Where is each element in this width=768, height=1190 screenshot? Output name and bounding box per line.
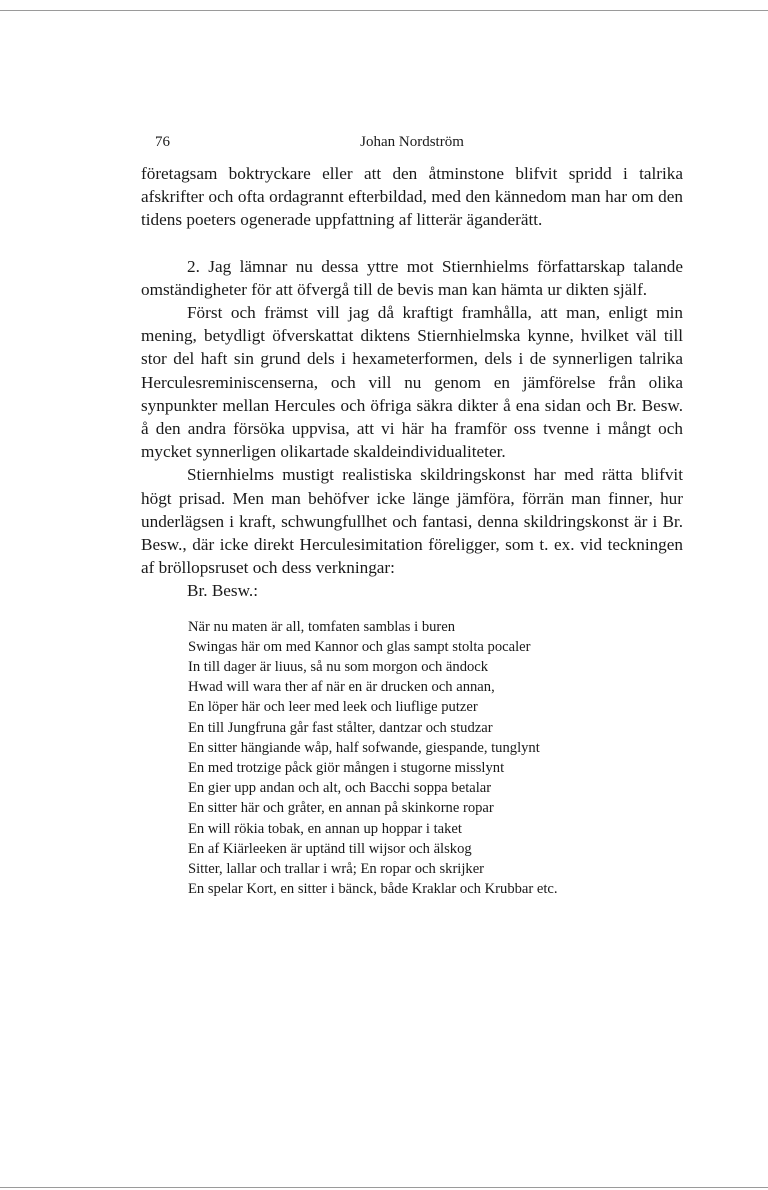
poem-line: En till Jungfruna går fast stålter, dantzar och studzar — [188, 719, 493, 736]
poem-line: Hwad will wara ther af när en är drucken och annan, — [188, 679, 495, 696]
poem-line: En sitter hängiande wåp, half sofwande, giespande, tunglynt — [188, 739, 540, 756]
poem-line: In till dager är liuus, så nu som morgon och ändock — [188, 659, 489, 676]
poem-quotation — [141, 617, 683, 900]
quote-label: Br. Besw.: — [187, 581, 258, 601]
paragraph-overestimation: Först och främst vill jag då kraftigt framhålla, att man, enligt min mening, betydligt öfverskattat diktens Stiernhielmska kynne, hvilket väl till stor del haft sin grund dels i hexameterformen, dels i de synnerligen talrika Herculesreminiscenserna, och vill nu genom en jämförelse från olika synpunkter mellan Hercules och öfriga säkra dikter å ena sidan och Br. Besw. å den andra försöka uppvisa, att vi här ha framför oss tvenne i mångt och mycket synnerligen olikartade skaldeindividualiteter. — [141, 303, 683, 462]
poem-line: En gier upp andan och alt, och Bacchi soppa betalar — [188, 780, 492, 797]
poem-line: En med trotzige påck giör mången i stugorne misslynt — [188, 760, 505, 777]
body-text — [141, 162, 683, 603]
bottom-scan-edge — [0, 1187, 768, 1188]
running-title: Johan Nordström — [360, 134, 464, 150]
poem-line: Sitter, lallar och trallar i wrå; En ropar och skrijker — [188, 861, 485, 878]
poem-line: En will rökia tobak, en annan up hoppar i taket — [188, 820, 462, 837]
paragraph-section-2: 2. Jag lämnar nu dessa yttre mot Stiernhielms författarskap talande omständigheter för att öfvergå till de bevis man kan hämta ur dikten själf. — [141, 256, 683, 299]
page-number: 76 — [155, 134, 170, 150]
paragraph-realism: Stiernhielms mustigt realistiska skildringskonst har med rätta blifvit högt prisad. Men man behöfver icke länge jämföra, förrän man finner, hur underlägsen i kraft, schwungfullhet och fantasi, denna skildringskonst är i Br. Besw., där icke direkt Herculesimitation föreligger, som t. ex. vid teckningen af bröllopsruset och dess verkningar: — [141, 465, 683, 578]
top-scan-edge — [0, 10, 768, 11]
poem-line: En af Kiärleeken är uptänd till wijsor och älskog — [188, 840, 472, 857]
poem-line: Swingas här om med Kannor och glas sampt stolta pocaler — [188, 638, 531, 655]
page-header — [141, 134, 683, 162]
poem-line: En spelar Kort, en sitter i bänck, både Kraklar och Krubbar etc. — [188, 881, 558, 898]
book-page — [141, 134, 683, 900]
poem-line: En löper här och leer med leek och liuflige putzer — [188, 699, 478, 716]
poem-line: När nu maten är all, tomfaten samblas i buren — [188, 618, 456, 635]
paragraph-continued: företagsam boktryckare eller att den åtminstone blifvit spridd i talrika afskrifter och ofta ordagrannt efterbildad, med den kännedom man har om den tidens poeters ogenerade uppfattning af litterär äganderätt. — [141, 164, 683, 230]
poem-line: En sitter här och gråter, en annan på skinkorne ropar — [188, 800, 494, 817]
